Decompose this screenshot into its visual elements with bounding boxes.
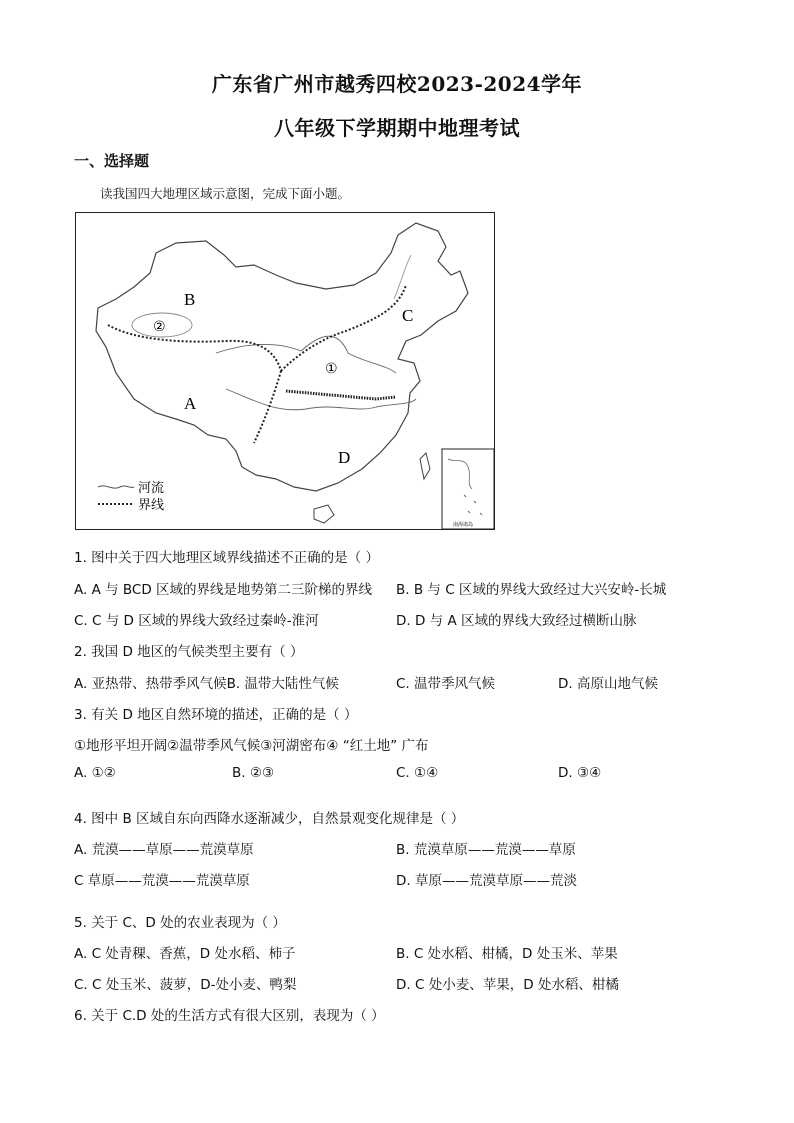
q5-option-b[interactable]: B. C 处水稻、柑橘，D 处玉米、苹果 (396, 946, 618, 962)
boundary-a-d (254, 371, 281, 443)
q2-option-c[interactable]: C. 温带季风气候 (396, 676, 496, 692)
q1-option-d[interactable]: D. D 与 A 区域的界线大致经过横断山脉 (396, 613, 637, 629)
intro-text: 读我国四大地理区域示意图，完成下面小题。 (100, 186, 351, 201)
taiwan-island (420, 453, 430, 479)
hainan-island (314, 505, 334, 523)
label-b: B (184, 290, 196, 309)
q2-option-ab[interactable]: A. 亚热带、热带季风气候B. 温带大陆性气候 (74, 676, 339, 692)
q3-option-b[interactable]: B. ②③ (232, 765, 275, 781)
section-title: 一、选择题 (74, 152, 150, 170)
q1-stem: 1. 图中关于四大地理区域界线描述不正确的是（ ） (74, 550, 379, 566)
q3-option-d[interactable]: D. ③④ (558, 765, 602, 781)
boundary-a-b (108, 325, 281, 371)
label-c: C (402, 306, 414, 325)
country-outline (96, 223, 468, 491)
q4-option-d[interactable]: D. 草原——荒漠草原——荒淡 (396, 873, 577, 889)
q4-option-b[interactable]: B. 荒漠草原——荒漠——草原 (396, 842, 576, 858)
map-drawing (76, 213, 496, 531)
q1-option-c[interactable]: C. C 与 D 区域的界线大致经过秦岭-淮河 (74, 613, 319, 629)
q3-statements: ①地形平坦开阔②温带季风气候③河湖密布④ “红土地” 广布 (74, 738, 429, 754)
q4-option-a[interactable]: A. 荒漠——草原——荒漠草原 (74, 842, 254, 858)
exam-title-line2: 八年级下学期期中地理考试 (274, 116, 520, 140)
q5-stem: 5. 关于 C、D 处的农业表现为（ ） (74, 915, 286, 931)
q5-option-d[interactable]: D. C 处小麦、苹果，D 处水稻、柑橘 (396, 977, 619, 993)
q2-option-d[interactable]: D. 高原山地气候 (558, 676, 658, 692)
china-region-map (75, 212, 495, 530)
q6-stem: 6. 关于 C.D 处的生活方式有很大区别，表现为（ ） (74, 1008, 385, 1024)
q4-option-c[interactable]: C 草原——荒漠——荒漠草原 (74, 873, 250, 889)
q5-option-c[interactable]: C. C 处玉米、菠萝，D-处小麦、鸭梨 (74, 977, 297, 993)
inset-label: 南海诸岛 (453, 522, 474, 528)
q4-stem: 4. 图中 B 区域自东向西降水逐渐减少，自然景观变化规律是（ ） (74, 811, 465, 827)
q2-stem: 2. 我国 D 地区的气候类型主要有（ ） (74, 644, 304, 660)
q5-option-a[interactable]: A. C 处青稞、香蕉，D 处水稻、柿子 (74, 946, 296, 962)
label-a: A (184, 394, 197, 413)
boundary-b-c (281, 285, 406, 371)
river-north (394, 255, 411, 299)
q1-option-b[interactable]: B. B 与 C 区域的界线大致经过大兴安岭-长城 (396, 582, 667, 598)
south-sea-inset (442, 449, 494, 529)
q3-stem: 3. 有关 D 地区自然环境的描述，正确的是（ ） (74, 707, 358, 723)
q3-option-a[interactable]: A. ①② (74, 765, 116, 781)
river-yangtze (226, 389, 416, 410)
exam-title-line1: 广东省广州市越秀四校2023-2024学年 (211, 72, 583, 96)
label-2: ② (153, 319, 166, 335)
legend-river-label: 河流 (138, 481, 165, 496)
legend-river-symbol (98, 486, 134, 488)
boundary-c-d (286, 391, 396, 399)
legend-boundary-label: 界线 (138, 498, 165, 513)
q3-option-c[interactable]: C. ①④ (396, 765, 439, 781)
q1-option-a[interactable]: A. A 与 BCD 区域的界线是地势第二三阶梯的界线 (74, 582, 373, 598)
label-d: D (338, 448, 351, 467)
label-1: ① (325, 361, 338, 377)
